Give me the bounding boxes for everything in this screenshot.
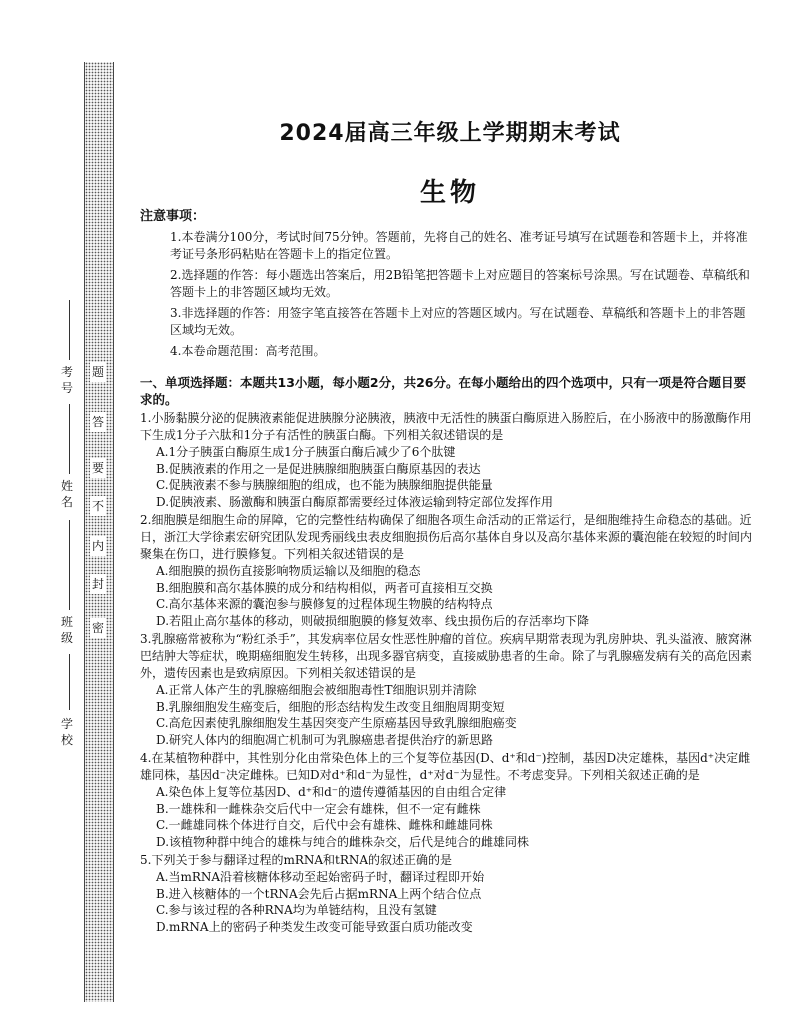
class-blank[interactable] — [69, 520, 70, 610]
seal-char: 内 — [90, 536, 106, 556]
option-a: A.正常人体产生的乳腺癌细胞会被细胞毒性T细胞识别并清除 — [156, 683, 477, 697]
option-a: A.1分子胰蛋白酶原生成1分子胰蛋白酶后减少了6个肽键 — [156, 445, 456, 459]
exam-number-label: 考号 — [60, 365, 73, 395]
class-label: 班级 — [60, 615, 73, 645]
option-c: C.高尔基体来源的囊泡参与膜修复的过程体现生物膜的结构特点 — [156, 597, 493, 611]
binding-strip — [84, 62, 114, 1002]
exam-title: 2024届高三年级上学期期末考试 — [279, 121, 621, 146]
option-a: A.染色体上复等位基因D、d⁺和d⁻的遗传遵循基因的自由组合定律 — [156, 785, 507, 799]
school-blank[interactable] — [69, 654, 70, 710]
name-blank[interactable] — [69, 404, 70, 474]
option-a: A.当mRNA沿着核糖体移动至起始密码子时，翻译过程即开始 — [156, 870, 485, 884]
notice-list — [140, 229, 752, 360]
notice-heading: 注意事项： — [140, 209, 206, 224]
option-b: B.促胰液素的作用之一是促进胰腺细胞胰蛋白酶原基因的表达 — [156, 461, 481, 476]
seal-char: 答 — [90, 412, 106, 432]
question-stem: 2.细胞膜是细胞生命的屏障，它的完整性结构确保了细胞各项生命活动的正常运行，是细胞维持生命稳态的基础。近日，浙江大学徐素宏研究团队发现秀丽线虫表皮细胞损伤后高尔基体自身以及高尔基体来源的囊泡能在较短的时间内聚集在伤口，进行膜修复。下列相关叙述错误的是 — [140, 513, 753, 561]
option-b: B.一雄株和一雌株杂交后代中一定会有雄株，但不一定有雌株 — [156, 801, 481, 816]
option-c: C.高危因素使乳腺细胞发生基因突变产生原癌基因导致乳腺细胞癌变 — [156, 716, 517, 730]
option-d: D.该植物种群中纯合的雄株与纯合的雌株杂交，后代是纯合的雌雄同株 — [156, 834, 530, 849]
option-a: A.细胞膜的损伤直接影响物质运输以及细胞的稳态 — [156, 564, 421, 578]
exam-number-blank[interactable] — [69, 300, 70, 360]
seal-char: 密 — [90, 618, 106, 638]
option-d: D.若阻止高尔基体的移动，则破损细胞膜的修复效率、线虫损伤后的存活率均下降 — [156, 613, 590, 628]
option-d: D.促胰液素、肠激酶和胰蛋白酶原都需要经过体液运输到特定部位发挥作用 — [156, 494, 554, 509]
question-stem: 1.小肠黏膜分泌的促胰液素能促进胰腺分泌胰液，胰液中无活性的胰蛋白酶原进入肠腔后，在小肠液中的肠激酶作用下生成1分子六肽和1分子有活性的胰蛋白酶。下列相关叙述错误的是 — [140, 411, 752, 442]
option-c: C.参与该过程的各种RNA均为单链结构，且没有氢键 — [156, 903, 437, 917]
notice-item: 3.非选择题的作答：用签字笔直接答在答题卡上对应的答题区域内。写在试题卷、草稿纸和答题卡上的非答题区域均无效。 — [170, 306, 746, 337]
option-c: C.一雌雄同株个体进行自交，后代中会有雄株、雌株和雌雄同株 — [156, 818, 493, 832]
section-heading: 一、单项选择题：本题共13小题，每小题2分，共26分。在每小题给出的四个选项中，只有一项是符合题目要求的。 — [140, 375, 746, 407]
seal-char: 封 — [90, 574, 106, 594]
subject-title: 生物 — [419, 178, 480, 208]
seal-char: 题 — [90, 362, 106, 382]
notice-item: 2.选择题的作答：每小题选出答案后，用2B铅笔把答题卡上对应题目的答案标号涂黑。写在试题卷、草稿纸和答题卡上的非答题区域均无效。 — [170, 268, 750, 299]
seal-char: 要 — [90, 458, 106, 478]
question-1 — [140, 410, 752, 510]
option-b: B.进入核糖体的一个tRNA会先后占据mRNA上两个结合位点 — [156, 886, 482, 901]
seal-char: 不 — [90, 496, 106, 516]
exam-content — [140, 208, 752, 935]
question-stem: 4.在某植物种群中，其性别分化由常染色体上的三个复等位基因(D、d⁺和d⁻)控制，基因D决定雄株，基因d⁺决定雌雄同株，基因d⁻决定雌株。已知D对d⁺和d⁻为显性，d⁺对d⁻为显性。不考虑变异。下列相关叙述正确的是 — [140, 751, 751, 782]
school-label: 学校 — [60, 717, 73, 747]
option-d: D.研究人体内的细胞凋亡机制可为乳腺癌患者提供治疗的新思路 — [156, 732, 494, 747]
question-5 — [140, 852, 752, 935]
option-b: B.细胞膜和高尔基体膜的成分和结构相似，两者可直接相互交换 — [156, 580, 493, 595]
question-2 — [140, 512, 752, 629]
notice-item: 1.本卷满分100分，考试时间75分钟。答题前，先将自己的姓名、准考证号填写在试题卷和答题卡上，并将准考证号条形码粘贴在答题卡上的指定位置。 — [170, 230, 748, 261]
option-b: B.乳腺细胞发生癌变后，细胞的形态结构发生改变且细胞周期变短 — [156, 699, 505, 714]
notice-item: 4.本卷命题范围：高考范围。 — [170, 344, 326, 358]
question-3 — [140, 631, 752, 748]
question-stem: 3.乳腺癌常被称为“粉红杀手”，其发病率位居女性恶性肿瘤的首位。疾病早期常表现为乳房肿块、乳头溢液、腋窝淋巴结肿大等症状，晚期癌细胞发生转移，出现多器官病变，直接威胁患者的生命。除了与乳腺癌发病有关的高危因素外，遗传因素也是致病原因。下列相关叙述错误的是 — [140, 632, 753, 680]
question-stem: 5.下列关于参与翻译过程的mRNA和tRNA的叙述正确的是 — [140, 853, 453, 867]
option-c: C.促胰液素不参与胰腺细胞的组成，也不能为胰腺细胞提供能量 — [156, 478, 493, 492]
option-d: D.mRNA上的密码子种类发生改变可能导致蛋白质功能改变 — [156, 919, 473, 934]
name-label: 姓名 — [60, 479, 73, 509]
question-4 — [140, 750, 752, 850]
